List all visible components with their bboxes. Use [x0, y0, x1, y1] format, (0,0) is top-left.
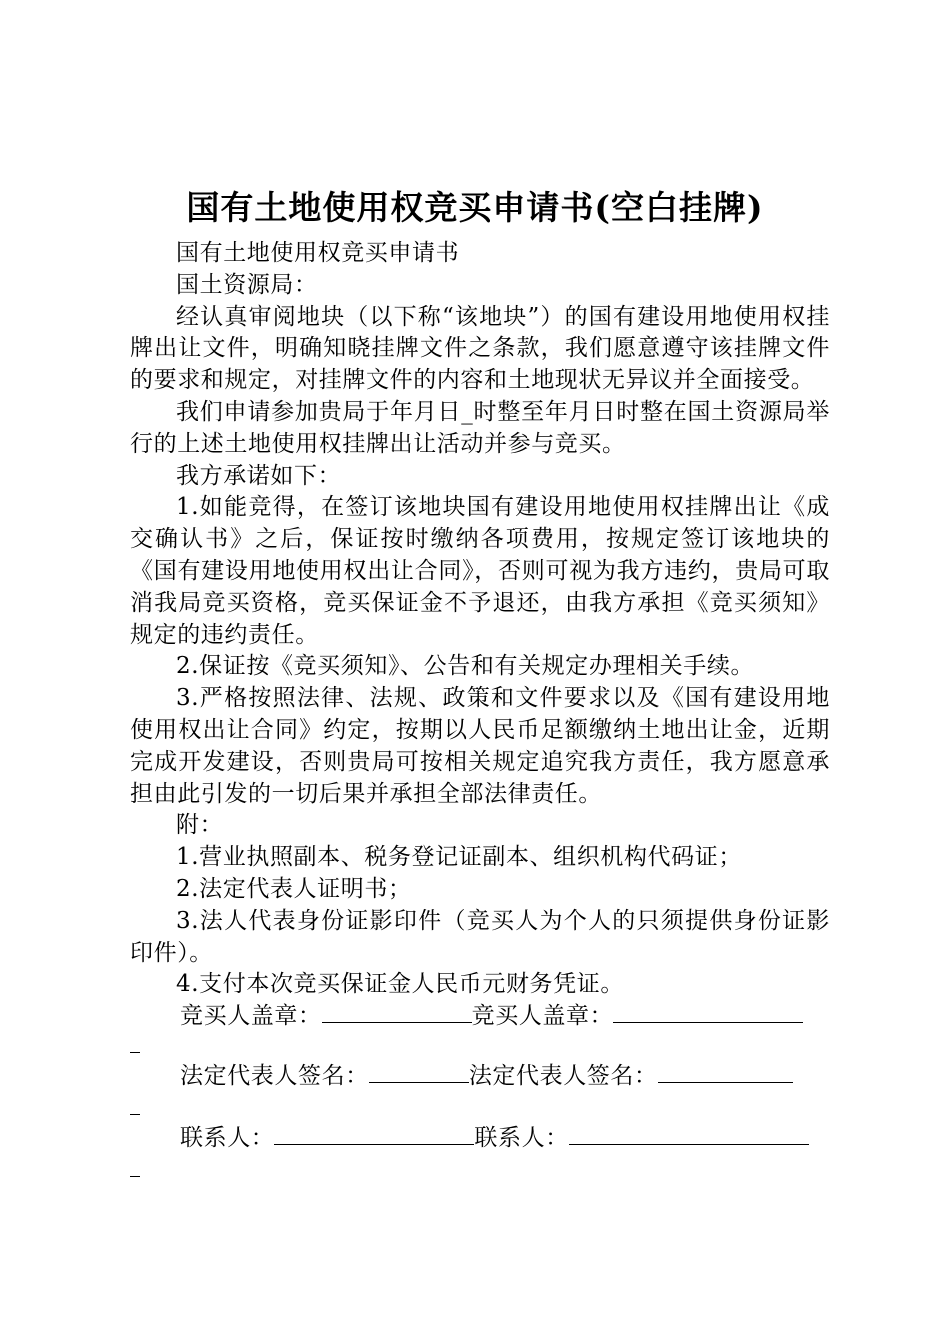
paragraph-commitment-3: 3.严格按照法律、法规、政策和文件要求以及《国有建设用地使用权出让合同》约定，按期以人民币足额缴纳土地出让金，近期完成开发建设，否则贵局可按相关规定追究我方责任，我方愿意承担由此引发的一切后果并承担全部法律责任。 — [130, 685, 830, 807]
contact-blank-tail — [130, 1176, 140, 1177]
representative-blank-tail — [130, 1114, 140, 1115]
representative-blank-b — [658, 1060, 793, 1083]
seal-blank-a — [322, 1000, 472, 1023]
paragraph-attachment-4: 4.支付本次竞买保证金人民币元财务凭证。 — [176, 971, 624, 998]
signature-line-contact — [130, 1122, 830, 1154]
seal-label-a: 竞买人盖章： — [180, 1003, 322, 1029]
document-body — [130, 238, 830, 1001]
paragraph-attachment-1: 1.营业执照副本、税务登记证副本、组织机构代码证； — [176, 844, 742, 871]
representative-label-a: 法定代表人签名： — [180, 1063, 369, 1089]
signature-line-representative — [130, 1060, 830, 1092]
contact-blank-b — [569, 1122, 809, 1145]
seal-blank-tail — [130, 1052, 140, 1053]
paragraph-subtitle: 国有土地使用权竞买申请书 — [176, 240, 460, 266]
paragraph-application: 我们申请参加贵局于年月日_时整至年月日时整在国土资源局举行的上述土地使用权挂牌出让活动并参与竞买。 — [130, 398, 830, 457]
contact-blank-a — [274, 1122, 474, 1145]
contact-label-b: 联系人： — [474, 1125, 569, 1151]
representative-blank-a — [369, 1060, 469, 1083]
seal-label-b: 竞买人盖章： — [471, 1003, 614, 1029]
paragraph-commitment-intro: 我方承诺如下： — [176, 462, 342, 489]
contact-label-a: 联系人： — [180, 1125, 275, 1151]
paragraph-attachment-intro: 附： — [176, 812, 224, 839]
seal-blank-b — [613, 1000, 803, 1023]
document-title: 国有土地使用权竞买申请书(空白挂牌) — [186, 188, 764, 227]
paragraph-statement: 经认真审阅地块（以下称“该地块”）的国有建设用地使用权挂牌出让文件，明确知晓挂牌文件之条款，我们愿意遵守该挂牌文件的要求和规定，对挂牌文件的内容和土地现状无异议并全面接受。 — [130, 303, 830, 394]
paragraph-addressee: 国土资源局： — [176, 271, 318, 298]
representative-label-b: 法定代表人签名： — [468, 1063, 658, 1089]
signature-line-seal — [130, 1000, 830, 1032]
paragraph-attachment-2: 2.法定代表人证明书； — [176, 875, 412, 902]
paragraph-commitment-1: 1.如能竞得，在签订该地块国有建设用地使用权挂牌出让《成交确认书》之后，保证按时缴纳各项费用，按规定签订该地块的《国有建设用地使用权出让合同》，否则可视为我方违约，贵局可取消我局竞买资格，竞买保证金不予退还，由我方承担《竞买须知》规定的违约责任。 — [130, 494, 830, 648]
paragraph-attachment-3: 3.法人代表身份证影印件（竞买人为个人的只须提供身份证影印件）。 — [130, 907, 830, 966]
paragraph-commitment-2: 2.保证按《竞买须知》、公告和有关规定办理相关手续。 — [176, 653, 755, 680]
